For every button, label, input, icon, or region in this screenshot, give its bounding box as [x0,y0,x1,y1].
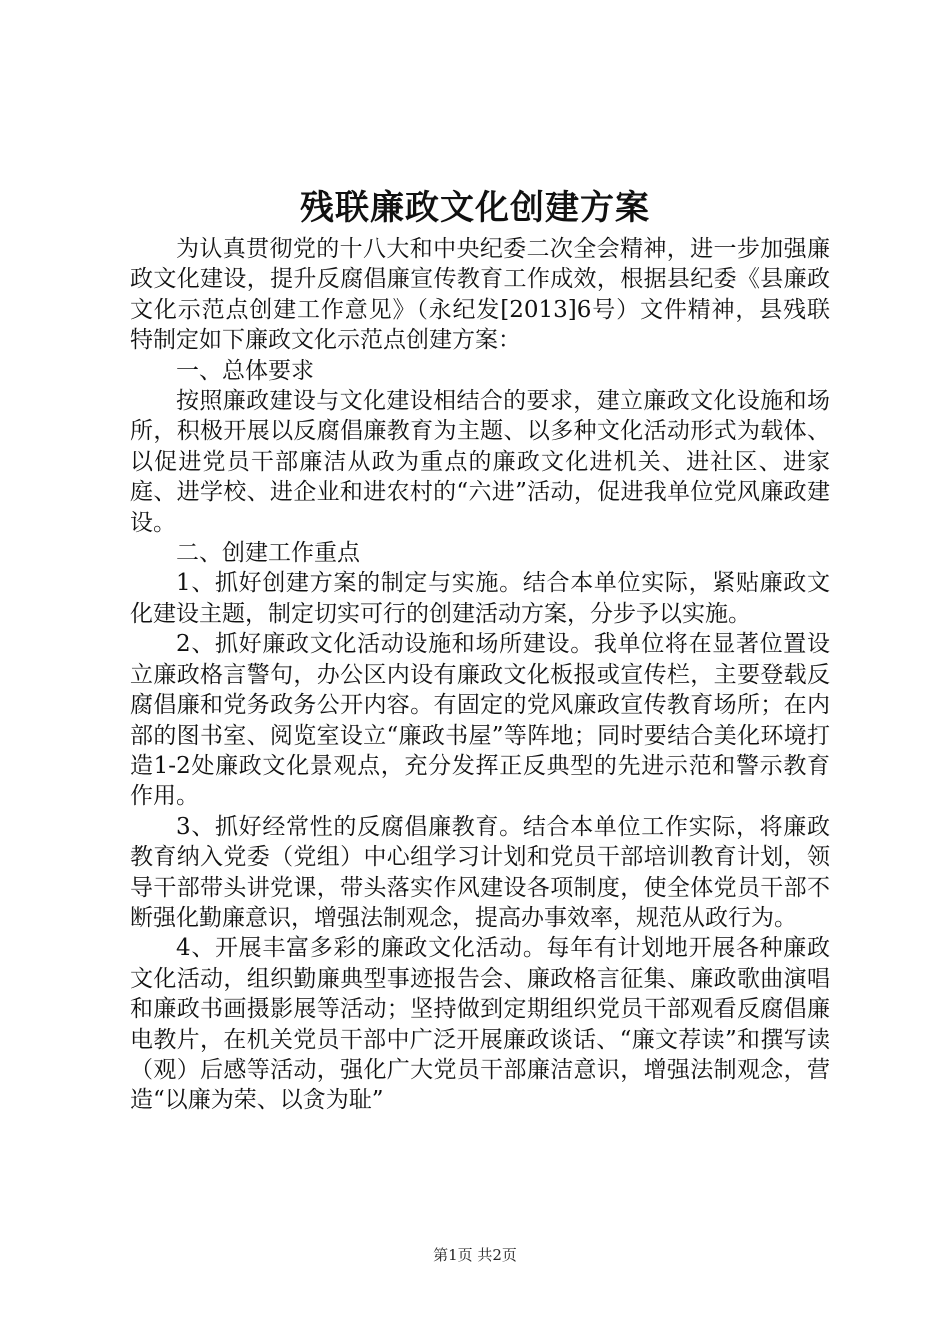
paragraph-general-requirements: 按照廉政建设与文化建设相结合的要求，建立廉政文化设施和场所，积极开展以反腐倡廉教育为主题、以多种文化活动形式为载体、以促进党员干部廉洁从政为重点的廉政文化进机关、进社区、进家庭、进学校、进企业和进农村的“六进”活动，促进我单位党风廉政建设。 [130,388,830,536]
paragraph-task-4: 4、开展丰富多彩的廉政文化活动。每年有计划地开展各种廉政文化活动，组织勤廉典型事迹报告会、廉政格言征集、廉政歌曲演唱和廉政书画摄影展等活动；坚持做到定期组织党员干部观看反腐倡廉电教片，在机关党员干部中广泛开展廉政谈话、“廉文荐读”和撰写读（观）后感等活动，强化广大党员干部廉洁意识，增强法制观念，营造“以廉为荣、以贪为耻” [130,935,830,1114]
heading-key-tasks: 二、创建工作重点 [176,540,360,567]
paragraph-task-1: 1、抓好创建方案的制定与实施。结合本单位实际，紧贴廉政文化建设主题，制定切实可行的创建活动方案，分步予以实施。 [130,570,830,627]
paragraph-intro: 为认真贯彻党的十八大和中央纪委二次全会精神，进一步加强廉政文化建设，提升反腐倡廉宣传教育工作成效，根据县纪委《县廉政文化示范点创建工作意见》（永纪发[2013]6号）文件精神，县残联特制定如下廉政文化示范点创建方案： [130,236,830,354]
paragraph-task-2: 2、抓好廉政文化活动设施和场所建设。我单位将在显著位置设立廉政格言警句，办公区内设有廉政文化板报或宣传栏，主要登载反腐倡廉和党务政务公开内容。有固定的党风廉政宣传教育场所；在内部的图书室、阅览室设立“廉政书屋”等阵地；同时要结合美化环境打造1-2处廉政文化景观点，充分发挥正反典型的先进示范和警示教育作用。 [130,631,830,810]
heading-general-requirements: 一、总体要求 [176,357,314,384]
page-footer: 第1页 共2页 [433,1246,517,1264]
document-title: 残联廉政文化创建方案 [300,188,650,228]
paragraph-task-3: 3、抓好经常性的反腐倡廉教育。结合本单位工作实际，将廉政教育纳入党委（党组）中心组学习计划和党员干部培训教育计划，领导干部带头讲党课，带头落实作风建设各项制度，使全体党员干部不断强化勤廉意识，增强法制观念，提高办事效率，规范从政行为。 [130,813,830,931]
document-body [130,234,830,1116]
